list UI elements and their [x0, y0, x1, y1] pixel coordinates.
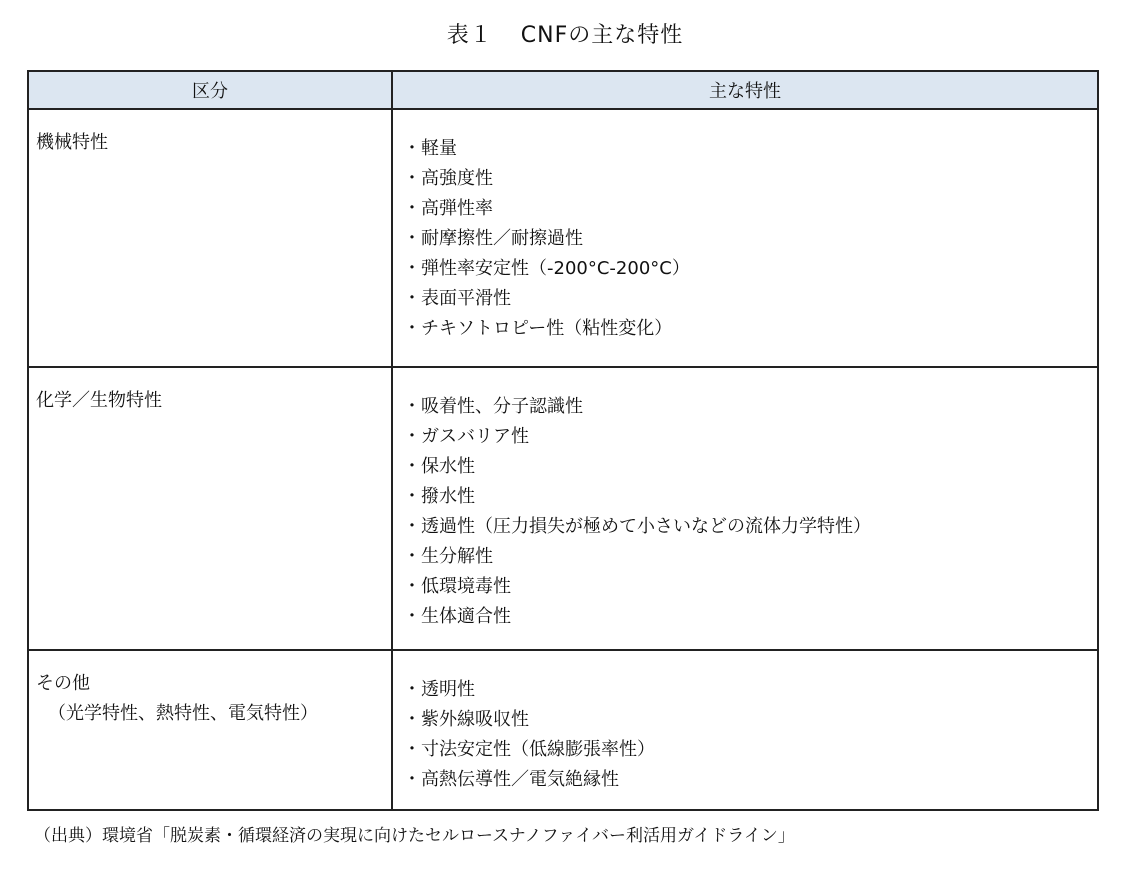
- cnf-properties-table: [27, 70, 1099, 811]
- feature-item: ・ 耐摩擦性／耐擦過性: [403, 224, 1097, 254]
- category-cell: [28, 367, 392, 650]
- feature-item: ・ チキソトロピー性（粘性変化）: [403, 314, 1097, 344]
- header-features: 主な特性: [392, 71, 1098, 109]
- table-row: [28, 367, 1098, 650]
- table-title: CNFの主な特性: [520, 23, 684, 48]
- feature-item: ・ 紫外線吸収性: [403, 705, 1097, 735]
- feature-item: ・ 高弾性率: [403, 194, 1097, 224]
- category-sublabel: （光学特性、熱特性、電気特性）: [48, 703, 318, 724]
- table-caption: [0, 18, 1130, 49]
- feature-item: ・ 透明性: [403, 675, 1097, 705]
- feature-item: ・ 弾性率安定性（-200°C-200°C）: [403, 254, 1097, 284]
- features-cell: [392, 650, 1098, 810]
- feature-item: ・ 低環境毒性: [403, 572, 1097, 602]
- feature-list: [393, 110, 1097, 344]
- feature-item: ・ 保水性: [403, 452, 1097, 482]
- category-cell: [28, 650, 392, 810]
- feature-item: ・ 生体適合性: [403, 602, 1097, 632]
- category-label: その他: [36, 673, 90, 694]
- table-row: [28, 109, 1098, 367]
- source-citation: （出典）環境省「脱炭素・循環経済の実現に向けたセルロースナノファイバー利活用ガイドライン」: [34, 826, 795, 846]
- feature-item: ・ 高熱伝導性／電気絶縁性: [403, 765, 1097, 795]
- feature-item: ・ 表面平滑性: [403, 284, 1097, 314]
- table-header-row: [28, 71, 1098, 109]
- category-label: 機械特性: [36, 132, 108, 153]
- feature-list: [393, 368, 1097, 632]
- table-row: [28, 650, 1098, 810]
- feature-item: ・ 寸法安定性（低線膨張率性）: [403, 735, 1097, 765]
- features-cell: [392, 109, 1098, 367]
- table-number: 表１: [446, 23, 493, 48]
- category-label: 化学／生物特性: [36, 390, 162, 411]
- feature-item: ・ 生分解性: [403, 542, 1097, 572]
- feature-list: [393, 651, 1097, 795]
- feature-item: ・ 透過性（圧力損失が極めて小さいなどの流体力学特性）: [403, 512, 1097, 542]
- feature-item: ・ 撥水性: [403, 482, 1097, 512]
- category-cell: [28, 109, 392, 367]
- header-category: 区分: [28, 71, 392, 109]
- feature-item: ・ ガスバリア性: [403, 422, 1097, 452]
- feature-item: ・ 軽量: [403, 134, 1097, 164]
- feature-item: ・ 吸着性、分子認識性: [403, 392, 1097, 422]
- features-cell: [392, 367, 1098, 650]
- feature-item: ・ 高強度性: [403, 164, 1097, 194]
